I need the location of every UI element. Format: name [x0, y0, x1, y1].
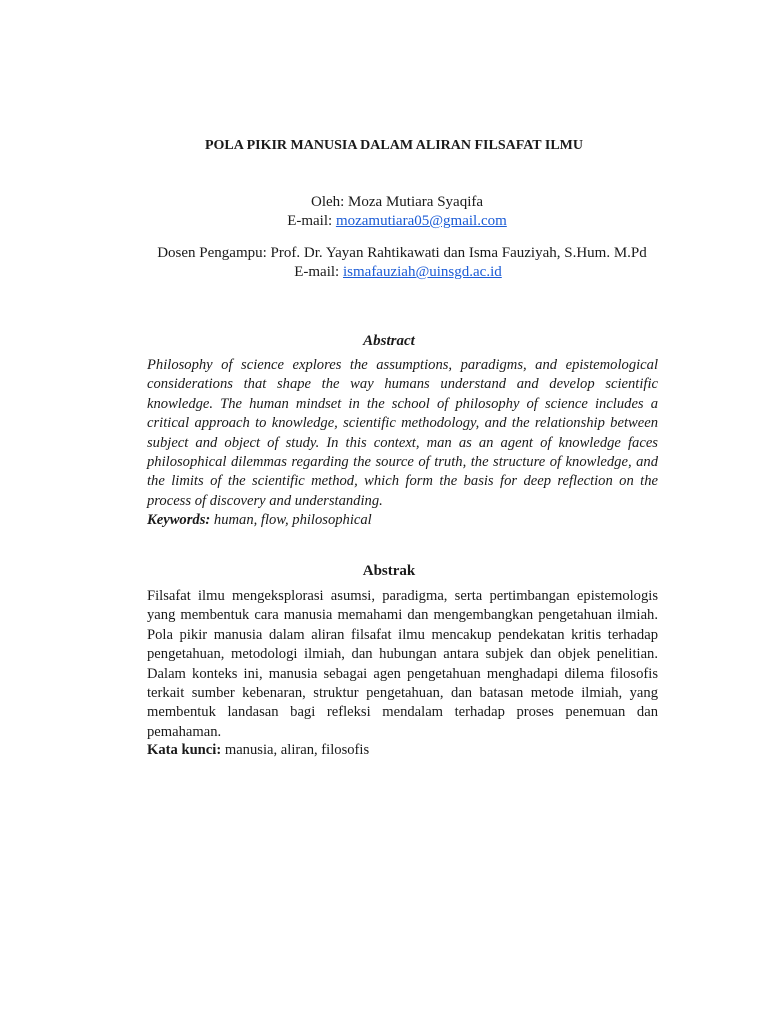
kata-kunci-line	[147, 741, 658, 760]
keywords-value: human, flow, philosophical	[210, 512, 372, 528]
keywords-line	[147, 511, 658, 530]
author-email-label: E-mail:	[287, 213, 336, 229]
abstract-heading: Abstract	[363, 333, 415, 349]
lecturer-email-link[interactable]: ismafauziah@uinsgd.ac.id	[342, 264, 502, 280]
lecturer-email-label: E-mail:	[294, 264, 343, 280]
author-line: Oleh: Moza Mutiara Syaqifa	[310, 194, 484, 210]
paper-title: POLA PIKIR MANUSIA DALAM ALIRAN FILSAFAT ILMU	[204, 138, 584, 153]
author-email-link[interactable]: mozamutiara05@gmail.com	[335, 213, 507, 229]
kata-kunci-label: Kata kunci:	[147, 742, 222, 758]
lecturer-email-line	[14, 263, 768, 281]
abstract-text: Philosophy of science explores the assumptions, paradigms, and epistemological considerations that shape the way humans understand and develop scientific knowledge. The human mindset in the school of philosophy of science includes a critical approach to knowledge, scientific methodology, and the relationship between subject and object of study. In this context, man as an agent of knowledge faces philosophical dilemmas regarding the source of truth, the structure of knowledge, and the limits of the scientific method, which form the basis for deep reflection on the process of discovery and understanding.	[147, 357, 658, 509]
abstrak-text: Filsafat ilmu mengeksplorasi asumsi, paradigma, serta pertimbangan epistemologis yang membentuk cara manusia memahami dan mengembangkan pengetahuan ilmiah. Pola pikir manusia dalam aliran filsafat ilmu mencakup pendekatan kritis terhadap pengetahuan, metodologi ilmiah, dan hubungan antara subjek dan objek penelitian. Dalam konteks ini, manusia sebagai agen pengetahuan menghadapi dilema filosofis terkait sumber kebenaran, struktur pengetahuan, dan batasan metode ilmiah, yang membentuk landasan bagi refleksi mendalam terhadap proses penemuan dan pemahaman.	[147, 588, 658, 740]
abstrak-heading: Abstrak	[362, 563, 416, 579]
lecturer-line: Dosen Pengampu: Prof. Dr. Yayan Rahtikawati dan Isma Fauziyah, S.Hum. M.Pd	[157, 245, 647, 261]
author-email-line	[13, 212, 768, 230]
kata-kunci-value: manusia, aliran, filosofis	[221, 742, 370, 758]
keywords-label: Keywords:	[147, 512, 211, 528]
